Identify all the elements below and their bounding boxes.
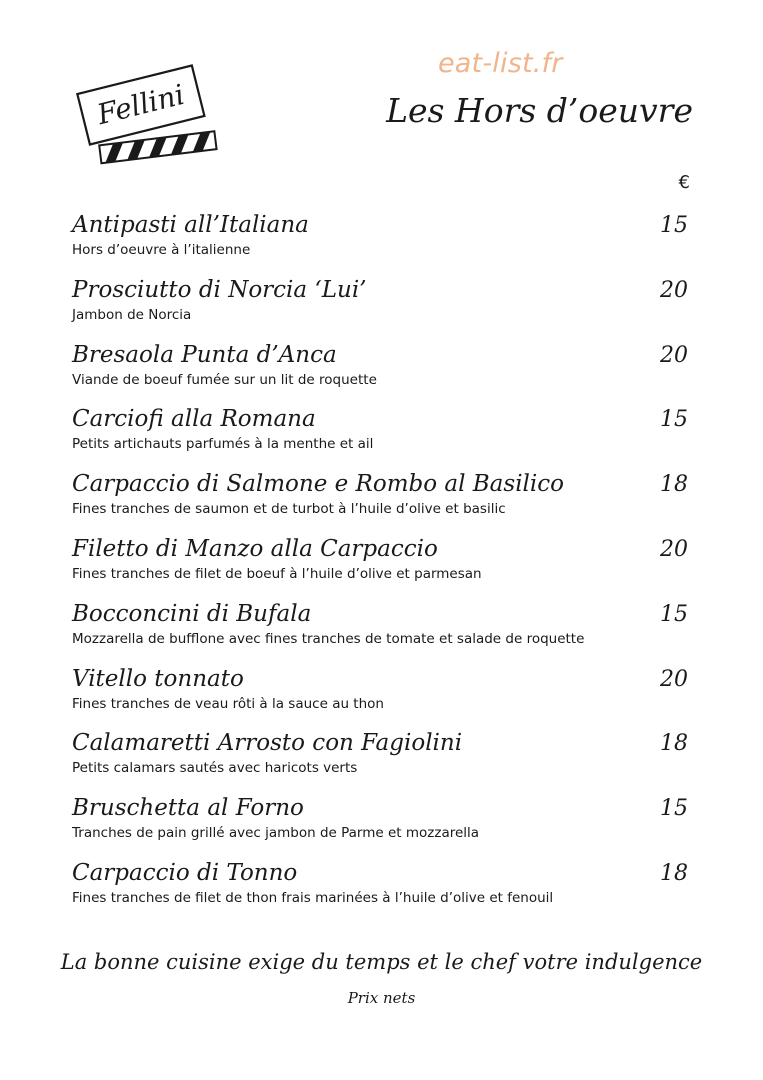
menu-item: [72, 858, 692, 923]
menu-item: [72, 599, 692, 664]
menu-item: [72, 340, 692, 405]
menu-item: [72, 469, 692, 534]
clapperboard-icon: [70, 60, 220, 172]
item-price: 15: [660, 601, 688, 627]
item-price: 18: [660, 472, 688, 498]
menu-item: [72, 664, 692, 729]
item-description: Petits calamars sautés avec haricots verts: [72, 760, 358, 777]
item-price: 15: [660, 407, 688, 433]
page-title: Les Hors d’oeuvre: [386, 91, 693, 130]
item-name: Bresaola Punta d’Anca: [72, 341, 337, 368]
item-name: Prosciutto di Norcia ‘Lui’: [72, 276, 367, 303]
item-description: Petits artichauts parfumés à la menthe et ail: [72, 436, 374, 453]
menu-item: [72, 793, 692, 858]
item-price: 15: [660, 796, 688, 822]
item-description: Fines tranches de veau rôti à la sauce au thon: [72, 695, 384, 712]
item-description: Fines tranches de filet de boeuf à l’huile d’olive et parmesan: [72, 565, 482, 582]
menu-list: [72, 210, 692, 923]
item-price: 15: [660, 213, 688, 238]
logo-text: Fellini: [93, 77, 188, 132]
item-description: Fines tranches de filet de thon frais marinées à l’huile d’olive et fenouil: [72, 889, 554, 906]
item-name: Carpaccio di Salmone e Rombo al Basilico: [72, 471, 564, 498]
footer-note: La bonne cuisine exige du temps et le chef votre indulgence: [60, 950, 703, 974]
menu-item: [72, 728, 692, 793]
menu-item: [72, 275, 692, 340]
item-price: 20: [660, 666, 688, 692]
menu-item: [72, 534, 692, 599]
item-price: 20: [660, 536, 688, 562]
item-name: Filetto di Manzo alla Carpaccio: [72, 535, 438, 562]
item-name: Vitello tonnato: [72, 665, 244, 692]
menu-item: [72, 404, 692, 469]
item-name: Carciofi alla Romana: [72, 406, 316, 433]
item-price: 18: [660, 860, 688, 886]
item-name: Bruschetta al Forno: [72, 795, 304, 822]
item-description: Viande de boeuf fumée sur un lit de roquette: [72, 371, 377, 388]
item-name: Calamaretti Arrosto con Fagiolini: [72, 730, 463, 757]
fellini-logo: [70, 60, 220, 172]
item-description: Hors d’oeuvre à l’italienne: [72, 242, 251, 258]
footer-prix-nets: Prix nets: [347, 989, 416, 1007]
currency-symbol: €: [678, 172, 690, 193]
item-price: 20: [660, 342, 688, 368]
item-name: Bocconcini di Bufala: [72, 600, 312, 627]
item-description: Tranches de pain grillé avec jambon de Parme et mozzarella: [72, 825, 480, 842]
item-description: Jambon de Norcia: [72, 306, 192, 323]
item-price: 18: [660, 731, 688, 757]
menu-item: [72, 210, 692, 275]
watermark-text: eat-list.fr: [438, 48, 563, 79]
item-description: Fines tranches de saumon et de turbot à l’huile d’olive et basilic: [72, 501, 506, 518]
item-name: Carpaccio di Tonno: [72, 859, 298, 886]
item-price: 20: [660, 277, 688, 303]
item-name: Antipasti all’Italiana: [72, 212, 309, 238]
item-description: Mozzarella de bufflone avec fines tranches de tomate et salade de roquette: [72, 630, 585, 647]
